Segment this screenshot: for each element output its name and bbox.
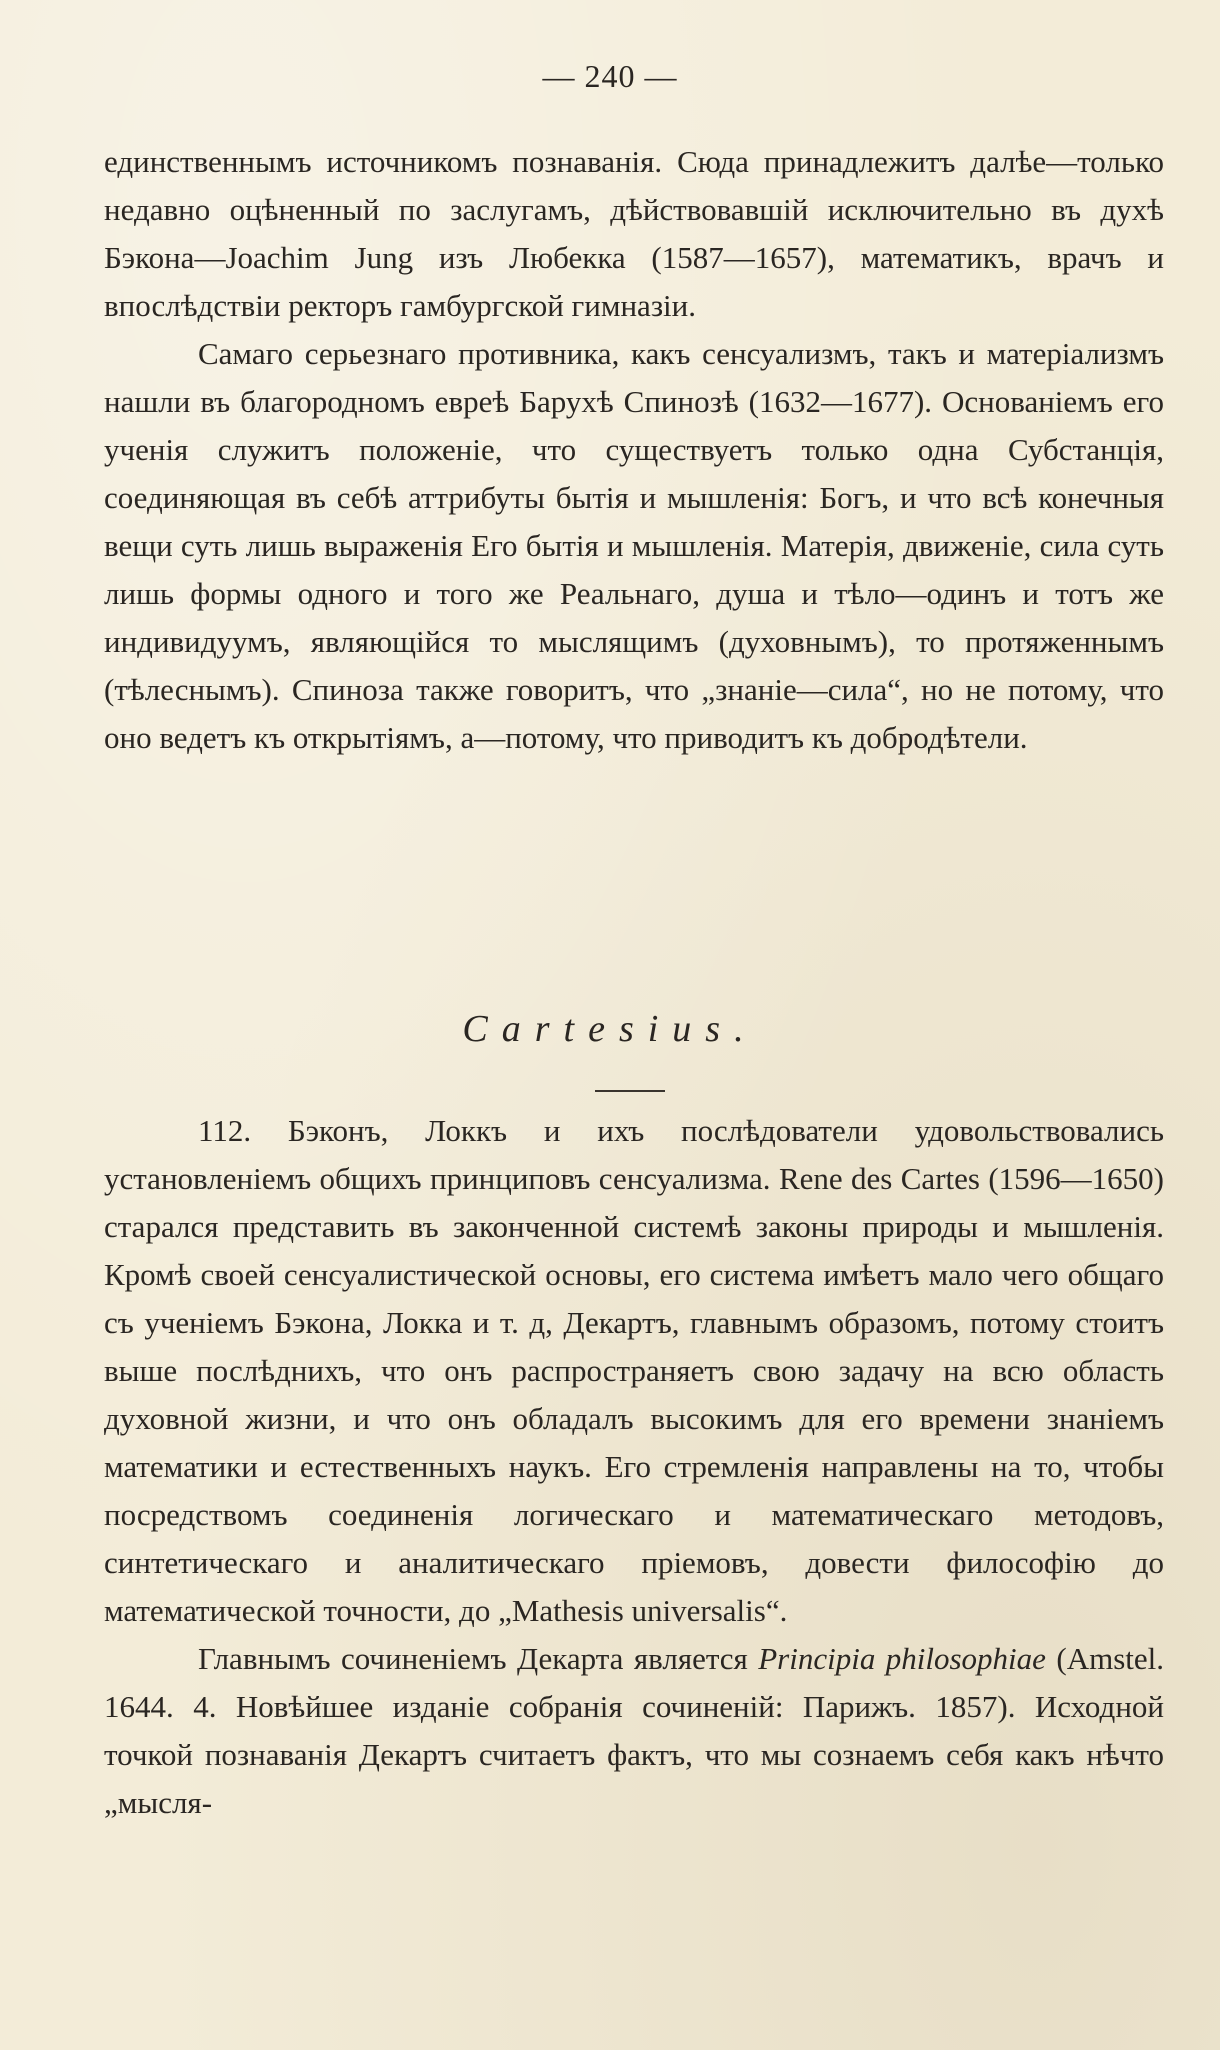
section-divider: [595, 1090, 665, 1092]
principia-text-end: (Amstel. 1644. 4. Новѣйшее изданіе собранія сочиненій: Парижъ. 1857). Исходной точкой познаванія Декартъ считаетъ фактъ, что мы сознаемъ себя какъ нѣчто „мысля-: [104, 1641, 1164, 1820]
page-number: — 240 —: [542, 58, 678, 94]
paragraph-jung: единственнымъ источникомъ познаванія. Сюда принадлежитъ далѣе—только недавно оцѣненный по заслугамъ, дѣйствовавшій исключительно въ духѣ Бэкона—Joachim Jung изъ Любекка (1587—1657), математикъ, врачъ и впослѣдствіи ректоръ гамбургской гимназіи.: [104, 144, 1164, 323]
text-block-spinoza: [104, 138, 1164, 762]
paragraph-spinoza: Самаго серьезнаго противника, какъ сенсуализмъ, такъ и матеріализмъ нашли въ благородномъ евреѣ Барухѣ Спинозѣ (1632—1677). Основаніемъ его ученія служитъ положеніе, что существуетъ только одна Субстанція, соединяющая въ себѣ аттрибуты бытія и мышленія: Богъ, и что всѣ конечныя вещи суть лишь выраженія Его бытія и мышленія. Матерія, движеніе, сила суть лишь формы одного и того же Реальнаго, душа и тѣло—одинъ и тотъ же индивидуумъ, являющійся то мыслящимъ (духовнымъ), то протяженнымъ (тѣлеснымъ). Спиноза также говоритъ, что „знаніе—сила“, но не потому, что оно ведетъ къ открытіямъ, а—потому, что приводитъ къ добродѣтели.: [104, 336, 1164, 755]
paragraph-112: 112. Бэконъ, Локкъ и ихъ послѣдователи удовольствовались установленіемъ общихъ принциповъ сенсуализма. Rene des Cartes (1596—1650) старался представить въ законченной системѣ законы природы и мышленія. Кромѣ своей сенсуалистической основы, его система имѣетъ мало чего общаго съ ученіемъ Бэкона, Локка и т. д, Декартъ, главнымъ образомъ, потому стоитъ выше послѣднихъ, что онъ распространяетъ свою задачу на всю область духовной жизни, и что онъ обладалъ высокимъ для его времени знаніемъ математики и естественныхъ наукъ. Его стремленія направлены на то, чтобы посредствомъ соединенія логическаго и математическаго методовъ, синтетическаго и аналитическаго пріемовъ, довести философію до математической точности, до „Mathesis universalis“.: [104, 1113, 1164, 1628]
principia-text-start: Главнымъ сочиненіемъ Декарта является: [198, 1641, 759, 1676]
paragraph-principia: [104, 1635, 1164, 1827]
text-block-cartesius: [104, 1107, 1164, 1827]
principia-title: Principia philosophiae: [758, 1641, 1046, 1676]
section-heading-cartesius: Cartesius.: [462, 1008, 758, 1050]
